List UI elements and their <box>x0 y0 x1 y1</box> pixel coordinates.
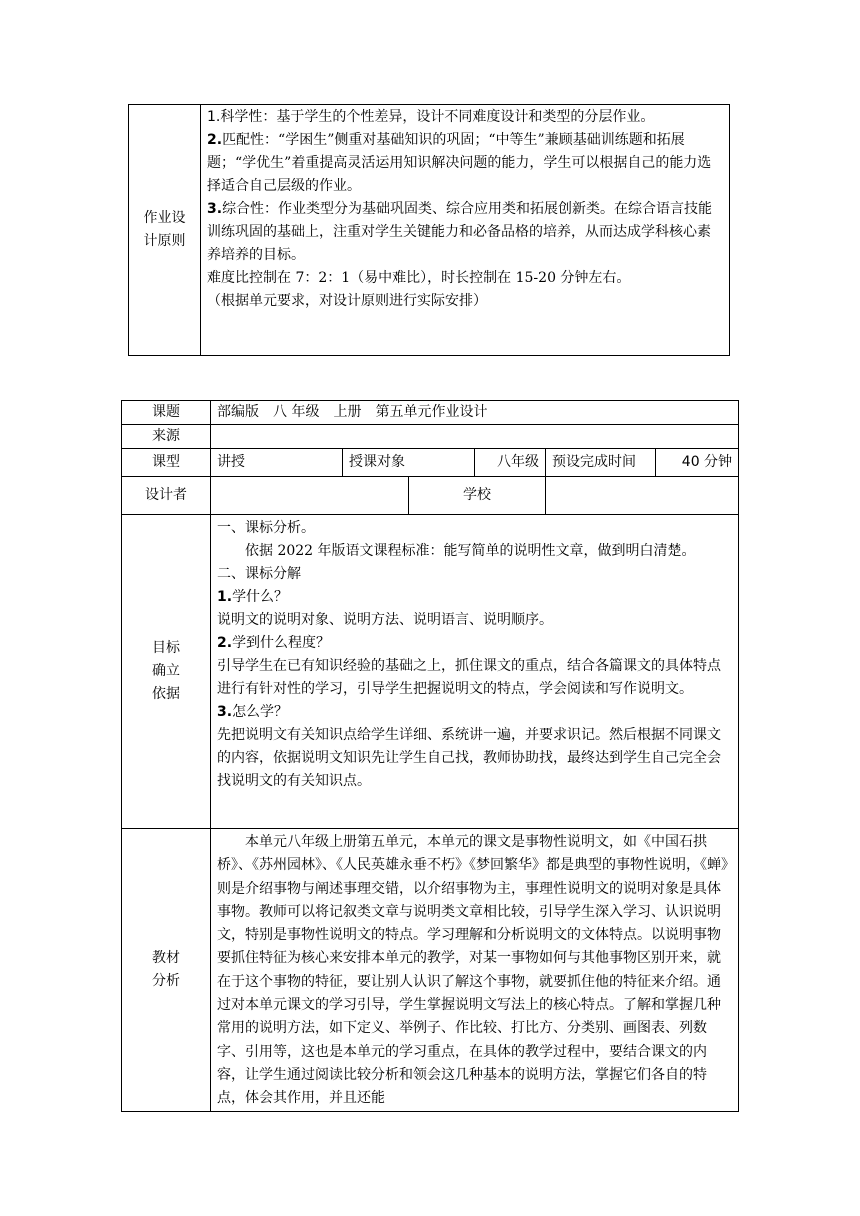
goal-label-line-1: 目标 <box>152 640 180 656</box>
principles-label-cell <box>129 105 201 356</box>
title-value: 部编版 八 年级 上册 第五单元作业设计 <box>211 401 739 425</box>
principle-2 <box>207 129 723 198</box>
material-label-cell <box>122 829 211 1112</box>
design-principles-table <box>128 104 730 356</box>
material-label-line-1: 教材 <box>152 949 180 966</box>
goal-answer-1: 说明文的说明对象、说明方法、说明语言、说明顺序。 <box>217 612 553 628</box>
goal-content-cell <box>211 515 739 829</box>
goal-answer-3: 先把说明文有关知识点给学生详细、系统讲一遍，并要求识记。然后根据不同课文的内容，依据说明文知识先让学生自己找，教师协助找，最终达到学生自己完全会找说明文的有关知识点。 <box>217 727 721 789</box>
goal-heading-2: 二、课标分解 <box>217 566 301 582</box>
goal-standard-text: 依据 2022 年版语文课程标准：能写简单的说明性文章，做到明白清楚。 <box>245 543 696 559</box>
goal-question-2-text: 学到什么程度？ <box>232 635 331 651</box>
title-label: 课题 <box>122 401 211 425</box>
goal-question-2 <box>217 632 732 655</box>
principles-label-line-2: 计原则 <box>143 233 186 249</box>
school-label: 学校 <box>409 477 546 515</box>
goal-question-1-number: 1. <box>217 589 233 605</box>
source-value <box>211 425 739 449</box>
principle-1 <box>207 106 723 129</box>
principle-3 <box>207 198 723 267</box>
lesson-type-value: 讲授 <box>211 449 343 477</box>
goal-question-3 <box>217 701 732 724</box>
goal-heading-1: 一、课标分析。 <box>217 520 315 536</box>
goal-label-line-3: 依据 <box>152 686 180 702</box>
completion-time-label: 预设完成时间 <box>546 449 656 477</box>
lesson-type-label: 课型 <box>122 449 211 477</box>
principle-1-text: 科学性：基于学生的个性差异，设计不同难度设计和类型的分层作业。 <box>220 109 655 125</box>
goal-question-3-text: 怎么学？ <box>232 704 289 720</box>
goal-label-line-2: 确立 <box>152 663 180 679</box>
difficulty-ratio: 难度比控制在 7：2：1（易中难比），时长控制在 15-20 分钟左右。 <box>207 270 631 286</box>
principles-content-cell <box>201 105 730 356</box>
principle-3-number: 3. <box>207 201 223 217</box>
principles-note: （根据单元要求，对设计原则进行实际安排） <box>207 293 487 309</box>
completion-time-value: 40 分钟 <box>656 449 739 477</box>
goal-question-1 <box>217 586 732 609</box>
material-label-line-2: 分析 <box>152 972 180 989</box>
goal-question-1-text: 学什么？ <box>232 589 289 605</box>
source-label: 来源 <box>122 425 211 449</box>
principle-2-text: 匹配性：“学困生”侧重对基础知识的巩固；“中等生”兼顾基础训练题和拓展题；“学优生”着重提高灵活运用知识解决问题的能力，学生可以根据自己的能力选择适合自己层级的作业。 <box>207 132 712 194</box>
school-value <box>546 477 739 515</box>
goal-question-3-number: 3. <box>217 704 233 720</box>
audience-value: 八年级 <box>475 449 546 477</box>
homework-design-table <box>121 400 739 1112</box>
goal-answer-2: 引导学生在已有知识经验的基础之上，抓住课文的重点，结合各篇课文的具体特点进行有针对性的学习，引导学生把握说明文的特点，学会阅读和写作说明文。 <box>217 658 721 697</box>
material-content-cell <box>211 829 739 1112</box>
principle-2-number: 2. <box>207 132 223 148</box>
principle-1-number: 1. <box>207 109 221 125</box>
audience-label: 授课对象 <box>343 449 475 477</box>
material-analysis-text: 本单元八年级上册第五单元，本单元的课文是事物性说明文，如《中国石拱桥》、《苏州园林》、《人民英雄永垂不朽》《梦回繁华》都是典型的事物性说明，《蝉》则是介绍事物与阐述事理交错，以介绍事物为主，事理性说明文的说明对象是具体事物。教师可以将记叙类文章与说明类文章相比较，引导学生深入学习、认识说明文，特别是事物性说明文的特点。学习理解和分析说明文的文体特点。以说明事物要抓住特征为核心来安排本单元的教学，对某一事物如何与其他事物区别开来，就在于这个事物的特征，要让别人认识了解这个事物，就要抓住他的特征来介绍。通过对本单元课文的学习引导，学生掌握说明文写法上的核心特点。了解和掌握几种常用的说明方法，如下定义、举例子、作比较、打比方、分类别、画图表、列数字、引用等，这也是本单元的学习重点，在具体的教学过程中，要结合课文的内容，让学生通过阅读比较分析和领会这几种基本的说明方法，掌握它们各自的特点，体会其作用，并且还能 <box>217 834 728 1107</box>
goal-label-cell <box>122 515 211 829</box>
goal-question-2-number: 2. <box>217 635 233 651</box>
designer-value <box>211 477 409 515</box>
principles-label-line-1: 作业设 <box>143 210 186 226</box>
designer-label: 设计者 <box>122 477 211 515</box>
principle-3-text: 综合性：作业类型分为基础巩固类、综合应用类和拓展创新类。在综合语言技能训练巩固的基础上，注重对学生关键能力和必备品格的培养，从而达成学科核心素养培养的目标。 <box>207 201 713 263</box>
